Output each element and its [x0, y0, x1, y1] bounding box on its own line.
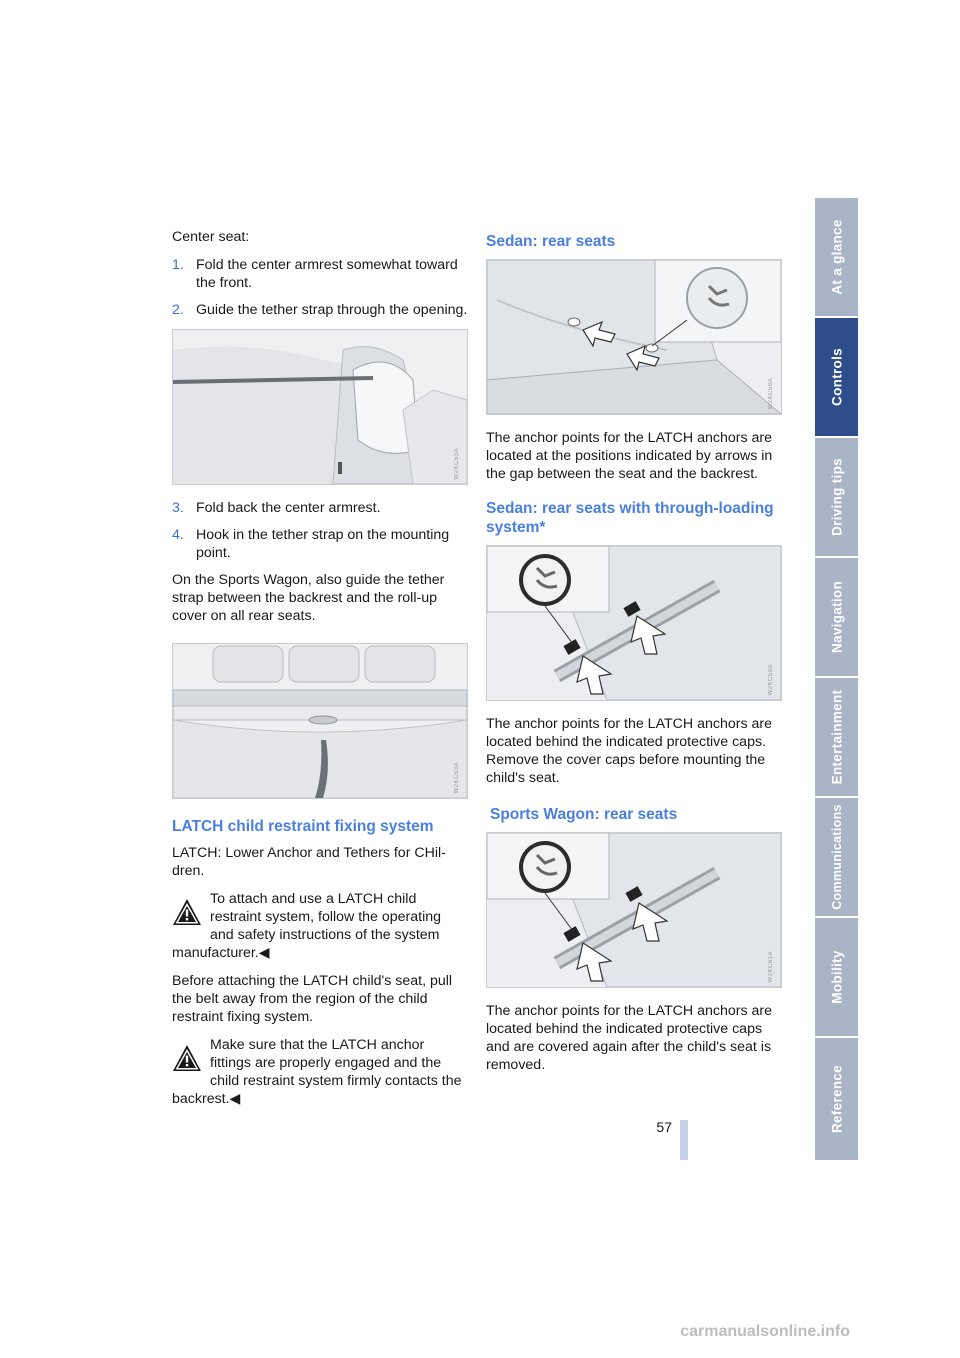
- section-tabs: [815, 198, 858, 1160]
- latch-heading: LATCH child restraint fixing system: [172, 818, 434, 835]
- step-3: [172, 499, 468, 517]
- tab-entertainment[interactable]: [815, 678, 858, 796]
- figure-code: W2KC58A: [768, 378, 774, 410]
- tab-label: Navigation: [829, 580, 844, 654]
- sedan-rear-seats-figure: [486, 259, 782, 415]
- figure-code: W2KC63A: [454, 762, 460, 794]
- warning-triangle-icon: [172, 898, 202, 926]
- armrest-tether-figure: [172, 329, 468, 485]
- tab-navigation[interactable]: [815, 558, 858, 676]
- warning-note-2: [172, 1036, 468, 1108]
- step-number: 2.: [172, 302, 184, 318]
- step-text: Fold the center armrest somewhat toward the front.: [196, 257, 458, 291]
- figure-code: W2KC53A: [454, 448, 460, 480]
- left-column: [172, 228, 468, 1118]
- warning-text: Make sure that the LATCH anchor fittings are properly engaged and the child restraint system firmly contacts the backrest.◀: [172, 1037, 462, 1107]
- warning-text: To attach and use a LATCH child restraint system, follow the operating and safety instructions of the system manufacturer.◀: [172, 891, 442, 961]
- watermark-footer: carmanualsonline.info: [680, 1323, 850, 1340]
- through-loading-heading: Sedan: rear seats with through-loading system*: [486, 500, 774, 536]
- tab-label: Controls: [829, 348, 844, 406]
- tab-label: Communications: [829, 804, 844, 910]
- tab-at-a-glance[interactable]: [815, 198, 858, 316]
- step-number: 4.: [172, 527, 184, 543]
- tab-mobility[interactable]: [815, 918, 858, 1036]
- step-text: Guide the tether strap through the opening.: [196, 302, 468, 318]
- tab-reference[interactable]: [815, 1038, 858, 1160]
- step-text: Fold back the center armrest.: [196, 500, 381, 516]
- wagon-heading: Sports Wagon: rear seats: [490, 806, 678, 823]
- tab-label: Entertainment: [829, 689, 844, 785]
- through-loading-figure: [486, 545, 782, 701]
- warning-note-1: [172, 890, 468, 962]
- latch-definition: LATCH: Lower Anchor and Tethers for CHil-dren.: [172, 845, 446, 879]
- step-1: [172, 256, 468, 292]
- sedan-heading: Sedan: rear seats: [486, 233, 616, 250]
- tab-driving-tips[interactable]: [815, 438, 858, 556]
- tab-controls[interactable]: [815, 318, 858, 436]
- figure-code: W2KC61A: [768, 951, 774, 983]
- figure-code: W2KC59A: [768, 664, 774, 696]
- step-number: 3.: [172, 500, 184, 516]
- wagon-text: The anchor points for the LATCH anchors are located behind the indicated protective caps and are covered again after the child's seat is removed.: [486, 1003, 772, 1073]
- through-loading-text: The anchor points for the LATCH anchors are located behind the indicated protective caps. Remove the cover caps before mounting the child's seat.: [486, 716, 772, 786]
- tab-label: Driving tips: [829, 458, 844, 536]
- tab-label: Mobility: [829, 950, 844, 1004]
- wagon-rear-seats-figure: [486, 832, 782, 988]
- step-4: [172, 526, 468, 562]
- step-number: 1.: [172, 257, 184, 273]
- wagon-note: On the Sports Wagon, also guide the tether strap between the backrest and the roll-up cover on all rear seats.: [172, 572, 445, 624]
- page-marker-bar: [680, 1120, 688, 1160]
- tab-label: At a glance: [829, 219, 844, 295]
- tab-label: Reference: [829, 1065, 844, 1133]
- page-number: 57: [656, 1119, 672, 1135]
- before-attach-text: Before attaching the LATCH child's seat, pull the belt away from the region of the child restraint fixing system.: [172, 973, 453, 1025]
- warning-triangle-icon: [172, 1044, 202, 1072]
- sedan-text: The anchor points for the LATCH anchors are located at the positions indicated by arrows in the gap between the seat and the backrest.: [486, 430, 773, 482]
- step-2: [172, 301, 468, 319]
- tab-communications[interactable]: [815, 798, 858, 916]
- right-column: [486, 232, 782, 1084]
- center-seat-label: Center seat:: [172, 229, 250, 245]
- wagon-cover-figure: [172, 643, 468, 799]
- step-text: Hook in the tether strap on the mounting point.: [196, 527, 450, 561]
